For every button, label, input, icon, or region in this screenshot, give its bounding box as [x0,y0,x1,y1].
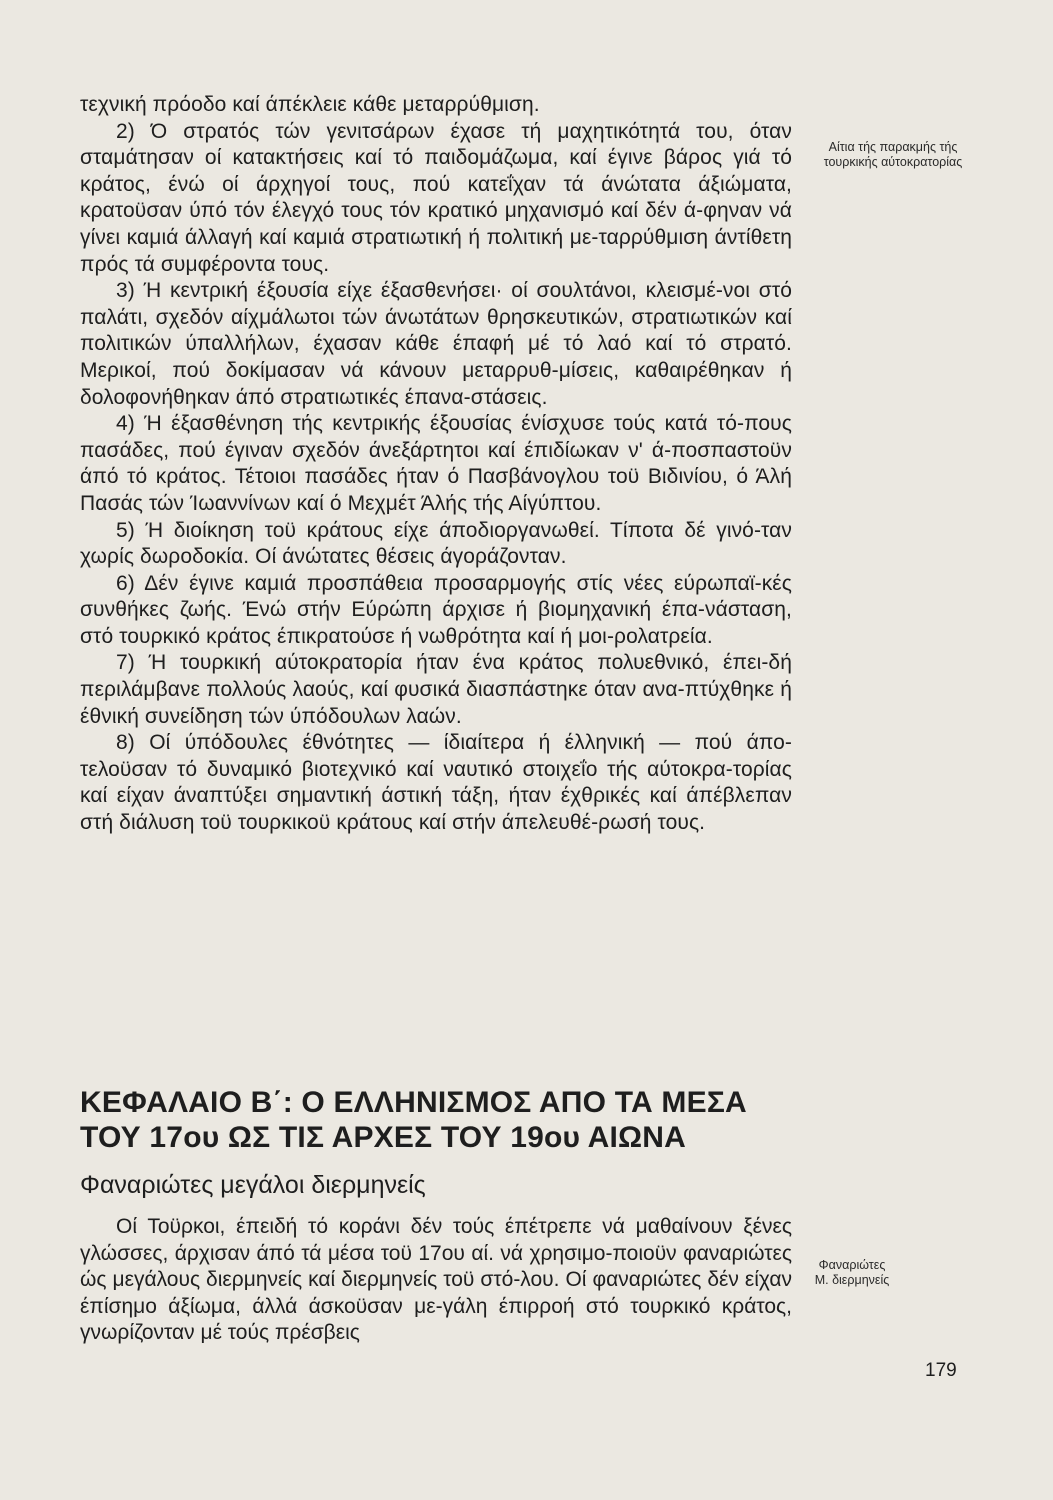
paragraph-cause-2: 2) Ό στρατός τών γενιτσάρων έχασε τή μαχητικότητά του, όταν σταμάτησαν οί κατακτήσεις καί τό παιδομάζωμα, καί έγινε βάρος γιά τό κράτος, ένώ οί άρχηγοί τους, πού κατεΐχαν τά άνώτατα άξιώματα, κρατοϋσαν ύπό τόν έλεγχό τους τόν κρατικό μηχανισμό καί δέν ά-φηναν νά γίνει καμιά άλλαγή καί καμιά στρατιωτική ή πολιτική με-ταρρύθμιση άντίθετη πρός τά συμφέροντα τους. [80,119,792,276]
page-number: 179 [925,1360,957,1381]
section-title: Φαναριώτες μεγάλοι διερμηνείς [80,1171,426,1199]
chapter-title-line-1: ΚΕΦΑΛΑΙΟ Β΄: Ο ΕΛΛΗΝΙΣΜΟΣ ΑΠΟ ΤΑ ΜΕΣΑ [80,1086,747,1119]
paragraph-cause-3: 3) Ή κεντρική έξουσία είχε έξασθενήσει· οί σουλτάνοι, κλεισμέ-νοι στό παλάτι, σχεδόν αίχμάλωτοι τών άνωτάτων θρησκευτικών, στρατιωτικών καί πολιτικών ύπαλλήλων, έχασαν κάθε έπαφή μέ τό λαό καί τό στρατό. Μερικοί, πού δοκίμασαν νά κάνουν μεταρρυθ-μίσεις, καθαιρέθηκαν ή δολοφονήθηκαν άπό στρατιωτικές έπανα-στάσεις. [80,279,792,409]
margin-note-phanariots: Φαναριώτες Μ. διερμηνείς [814,1258,890,1287]
paragraph-cause-4: 4) Ή έξασθένηση τής κεντρικής έξουσίας ένίσχυσε τούς κατά τό-πους πασάδες, πού έγιναν σχεδόν άνεξάρτητοι καί έπιδίωκαν ν' ά-ποσπαστοϋν άπό τό κράτος. Τέτοιοι πασάδες ήταν ό Πασβάνογλου τοϋ Βιδινίου, ό Άλή Πασάς τών Ίωαννίνων καί ό Μεχμέτ Άλής τής Αίγύπτου. [80,412,792,515]
paragraph-cause-5: 5) Ή διοίκηση τοϋ κράτους είχε άποδιοργανωθεί. Τίποτα δέ γινό-ταν χωρίς δωροδοκία. Οί άνώτατες θέσεις άγοράζονταν. [80,518,792,569]
chapter-title-line-2: ΤΟΥ 17ου ΩΣ ΤΙΣ ΑΡΧΕΣ ΤΟΥ 19ου ΑΙΩΝΑ [80,1121,687,1154]
margin-note-decline-causes: Αίτια τής παρακμής τής τουρκικής αύτοκρατορίας [823,140,963,169]
chapter-title [80,1085,800,1155]
paragraph-cause-6: 6) Δέν έγινε καμιά προσπάθεια προσαρμογής στίς νέες εύρωπαϊ-κές συνθήκες ζωής. Ένώ στήν Εύρώπη άρχισε ή βιομηχανική έπα-νάσταση, στό τουρκικό κράτος έπικρατούσε ή νωθρότητα καί ή μοι-ρολατρεία. [80,571,792,648]
section-paragraph: Οί Τοϋρκοι, έπειδή τό κοράνι δέν τούς έπέτρεπε νά μαθαίνουν ξένες γλώσσες, άρχισαν άπό τά μέσα τοϋ 17ου αί. νά χρησιμο-ποιοϋν φαναριώτες ώς μεγάλους διερμηνείς καί διερμηνείς τοϋ στό-λου. Οί φαναριώτες δέν είχαν έπίσημο άξίωμα, άλλά άσκοϋσαν με-γάλη έπιρροή στό τουρκικό κράτος, γνωρίζονταν μέ τούς πρέσβεις [80,1215,792,1345]
paragraph-cause-7: 7) Ή τουρκική αύτοκρατορία ήταν ένα κράτος πολυεθνικό, έπει-δή περιλάμβανε πολλούς λαούς, καί φυσικά διασπάστηκε όταν ανα-πτύχθηκε ή έθνική συνείδηση τών ύπόδουλων λαών. [80,651,792,728]
paragraph-cause-8: 8) Οί ύπόδουλες έθνότητες — ίδιαίτερα ή έλληνική — πού άπο-τελοϋσαν τό δυναμικό βιοτεχνικό καί ναυτικό στοιχεΐο τής αύτοκρα-τορίας καί είχαν άναπτύξει σημαντική άστική τάξη, ήταν έχθρικές καί άπέβλεπαν στή διάλυση τοϋ τουρκικοϋ κράτους καί στήν άπελευθέ-ρωσή τους. [80,731,792,835]
paragraph-continuation: τεχνική πρόοδο καί άπέκλειε κάθε μεταρρύθμιση. [80,93,540,116]
main-text-block [80,92,792,837]
